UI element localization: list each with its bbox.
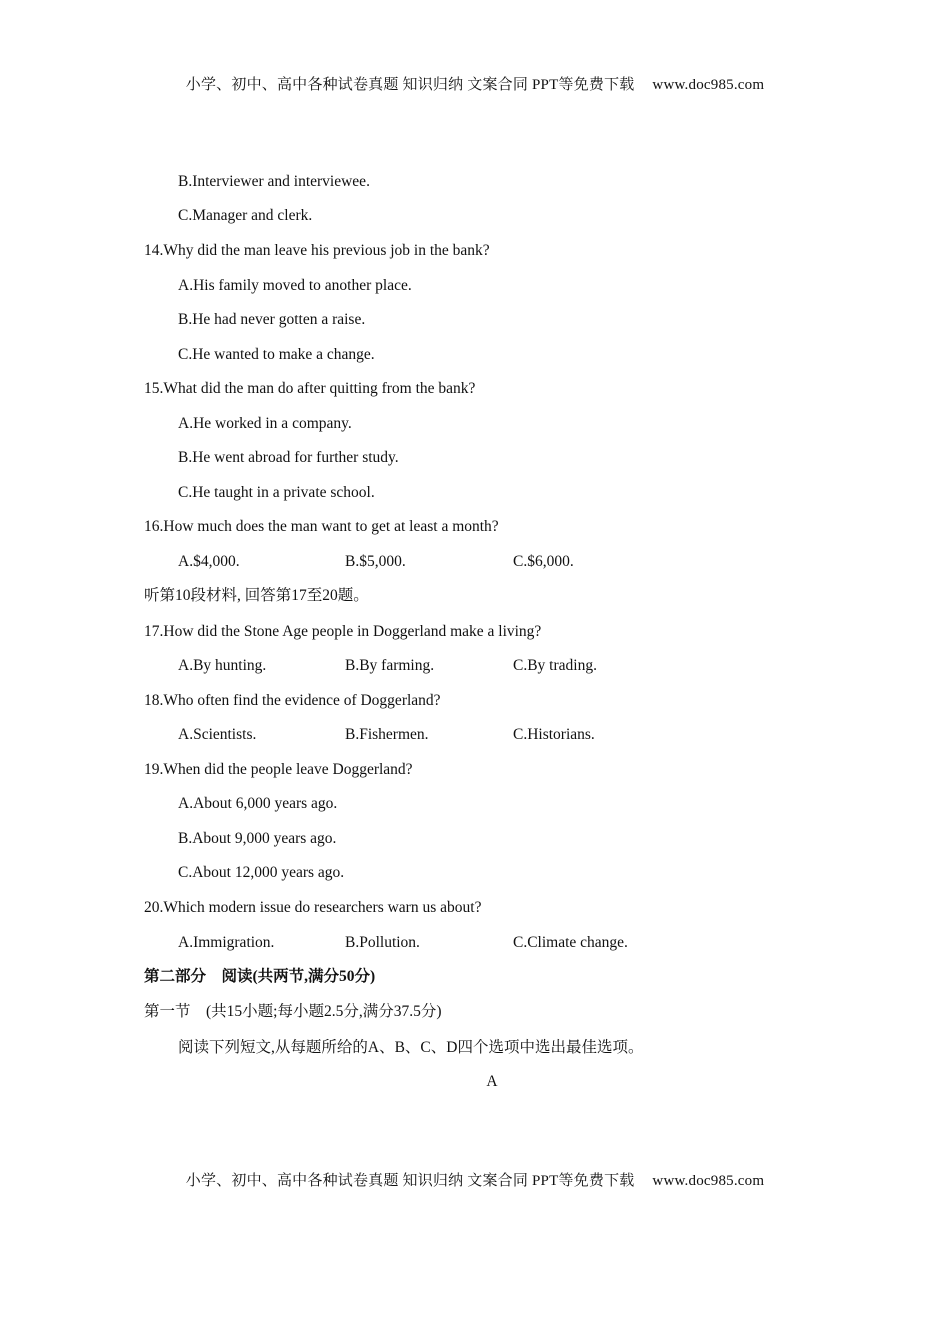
q17-option-c: C.By trading. <box>513 657 597 674</box>
q17-option-a: A.By hunting. <box>178 657 267 674</box>
part2-instruction: 阅读下列短文,从每题所给的A、B、C、D四个选项中选出最佳选项。 <box>178 1039 644 1056</box>
footer-url[interactable]: www.doc985.com <box>652 1173 765 1189</box>
footer-text: 小学、初中、高中各种试卷真题 知识归纳 文案合同 PPT等免费下载 <box>185 1173 635 1189</box>
q14-stem: 14.Why did the man leave his previous job in the bank? <box>144 242 490 259</box>
part2-title: 第二部分 阅读(共两节,满分50分) <box>144 968 376 985</box>
q14-option-c: C.He wanted to make a change. <box>178 346 375 363</box>
q13-option-b: B.Interviewer and interviewee. <box>178 173 370 190</box>
part2-section1-heading: 第一节 (共15小题;每小题2.5分,满分37.5分) <box>144 1003 442 1020</box>
header-text: 小学、初中、高中各种试卷真题 知识归纳 文案合同 PPT等免费下载 <box>185 77 635 93</box>
q14-option-b: B.He had never gotten a raise. <box>178 311 366 328</box>
q20-option-c: C.Climate change. <box>513 934 628 951</box>
q17-stem: 17.How did the Stone Age people in Doggerland make a living? <box>144 623 542 640</box>
q19-option-b: B.About 9,000 years ago. <box>178 830 337 847</box>
q16-stem: 16.How much does the man want to get at least a month? <box>144 518 499 535</box>
q16-option-c: C.$6,000. <box>513 553 574 570</box>
q19-stem: 19.When did the people leave Doggerland? <box>144 761 413 778</box>
section-instruction-10: 听第10段材料, 回答第17至20题。 <box>144 587 369 604</box>
q16-option-b: B.$5,000. <box>345 553 406 570</box>
q20-stem: 20.Which modern issue do researchers warn us about? <box>144 899 482 916</box>
header-url[interactable]: www.doc985.com <box>652 77 765 93</box>
q18-stem: 18.Who often find the evidence of Doggerland? <box>144 692 441 709</box>
q13-option-c: C.Manager and clerk. <box>178 207 313 224</box>
q17-option-b: B.By farming. <box>345 657 435 674</box>
q19-option-a: A.About 6,000 years ago. <box>178 795 338 812</box>
q18-option-c: C.Historians. <box>513 726 595 743</box>
q20-option-a: A.Immigration. <box>178 934 275 951</box>
page-header <box>0 73 950 94</box>
q20-option-b: B.Pollution. <box>345 934 420 951</box>
q18-option-a: A.Scientists. <box>178 726 257 743</box>
q14-option-a: A.His family moved to another place. <box>178 277 412 294</box>
page-footer <box>0 1169 950 1190</box>
passage-label: A <box>486 1073 498 1090</box>
q15-option-a: A.He worked in a company. <box>178 415 352 432</box>
q18-option-b: B.Fishermen. <box>345 726 429 743</box>
q15-option-c: C.He taught in a private school. <box>178 484 375 501</box>
q15-option-b: B.He went abroad for further study. <box>178 449 399 466</box>
q19-option-c: C.About 12,000 years ago. <box>178 864 345 881</box>
q16-option-a: A.$4,000. <box>178 553 240 570</box>
q15-stem: 15.What did the man do after quitting from the bank? <box>144 380 476 397</box>
